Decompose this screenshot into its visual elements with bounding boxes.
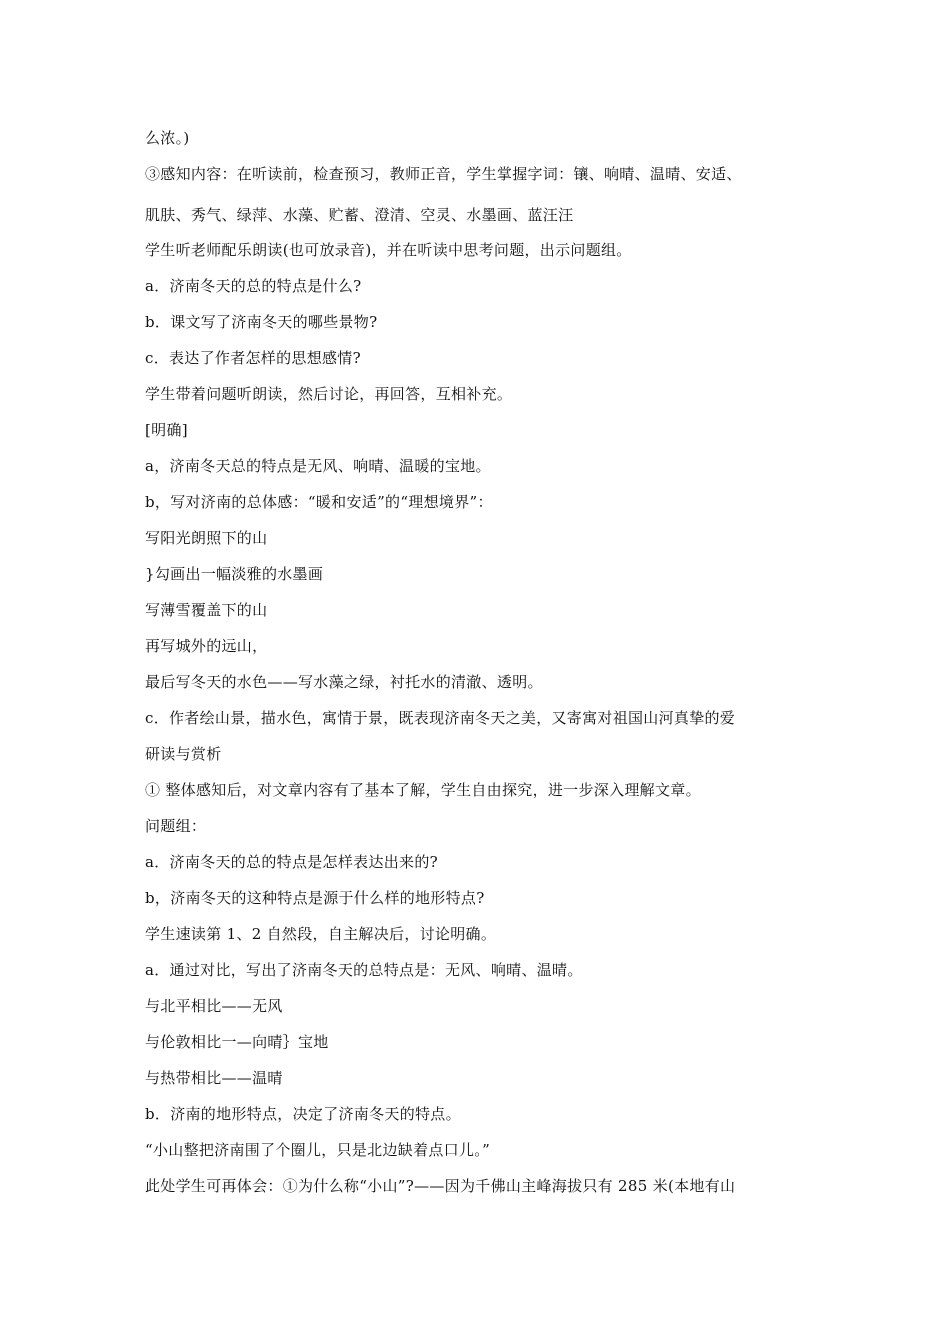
text-line: 写薄雪覆盖下的山: [145, 601, 268, 619]
text-line: a．济南冬天的总的特点是什么?: [145, 277, 362, 295]
text-line: 与热带相比——温晴: [145, 1069, 283, 1087]
text-line: c．作者绘山景，描水色，寓情于景，既表现济南冬天之美，又寄寓对祖国山河真挚的爱: [145, 709, 736, 727]
text-line: }勾画出一幅淡雅的水墨画: [145, 565, 324, 583]
text-line: 问题组：: [145, 817, 207, 835]
text-line: 学生速读第 1、2 自然段，自主解决后，讨论明确。: [145, 925, 497, 943]
text-line: 与伦敦相比一—向晴｝宝地: [145, 1033, 329, 1051]
text-line: 研读与赏析: [145, 745, 222, 763]
text-line: 再写城外的远山，: [145, 637, 268, 655]
text-line: 此处学生可再体会：①为什么称“小山”?——因为千佛山主峰海拔只有 285 米(本地有山: [145, 1177, 736, 1195]
text-line: 么浓。): [145, 129, 190, 147]
text-line: 与北平相比——无风: [145, 997, 283, 1015]
text-line: [明确]: [145, 421, 188, 439]
text-line: b．济南的地形特点，决定了济南冬天的特点。: [145, 1105, 461, 1123]
text-line: a．通过对比，写出了济南冬天的总特点是：无风、响晴、温晴。: [145, 961, 583, 979]
text-line: ③感知内容：在听读前，检查预习，教师正音，学生掌握字词：镶、响晴、温晴、安适、: [145, 165, 742, 183]
text-line: ① 整体感知后，对文章内容有了基本了解，学生自由探究，进一步深入理解文章。: [145, 781, 701, 799]
text-line: 写阳光朗照下的山: [145, 529, 268, 547]
text-line: 学生听老师配乐朗读(也可放录音)，并在听读中思考问题，出示问题组。: [145, 241, 632, 259]
text-line: c．表达了作者怎样的思想感情?: [145, 349, 361, 367]
text-line: 学生带着问题听朗读，然后讨论，再回答，互相补充。: [145, 385, 513, 403]
text-line: “小山整把济南围了个圈儿，只是北边缺着点口儿。”: [145, 1141, 491, 1159]
text-line: 最后写冬天的水色——写水藻之绿，衬托水的清澈、透明。: [145, 673, 543, 691]
text-line: 肌肤、秀气、绿萍、水藻、贮蓄、澄清、空灵、水墨画、蓝汪汪: [145, 206, 574, 224]
text-line: a．济南冬天的总的特点是怎样表达出来的?: [145, 853, 438, 871]
text-line: b，写对济南的总体感：“暖和安适”的“理想境界”：: [145, 493, 493, 511]
text-line: b，济南冬天的这种特点是源于什么样的地形特点?: [145, 889, 485, 907]
text-line: a，济南冬天总的特点是无风、响晴、温暖的宝地。: [145, 457, 491, 475]
text-line: b．课文写了济南冬天的哪些景物?: [145, 313, 378, 331]
